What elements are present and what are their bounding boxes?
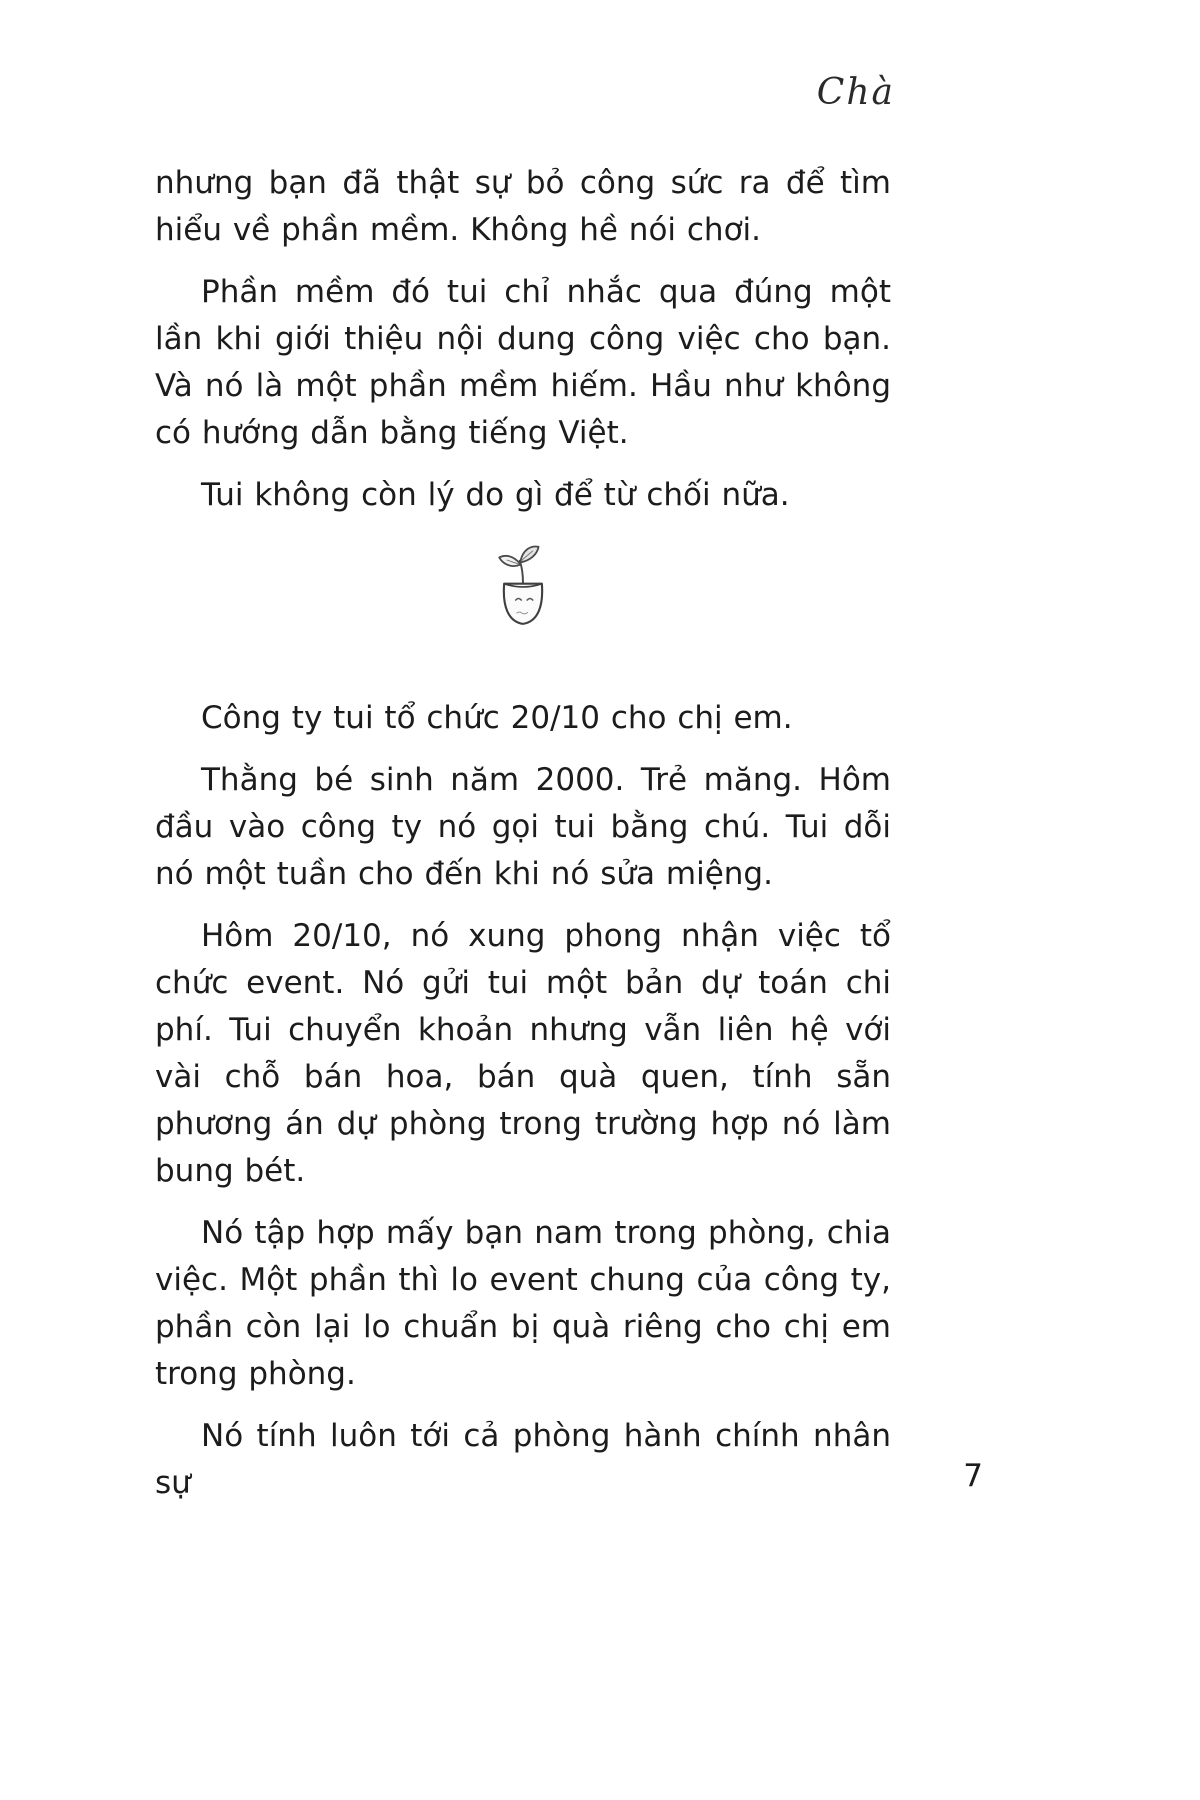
- paragraph: Hôm 20/10, nó xung phong nhận việc tổ chức event. Nó gửi tui một bản dự toán chi phí. Tui chuyển khoản nhưng vẫn liên hệ với vài chỗ bán hoa, bán quà quen, tính sẵn phương án dự phòng trong trường hợp nó làm bung bét.: [155, 918, 891, 1189]
- paragraph: Phần mềm đó tui chỉ nhắc qua đúng một lần khi giới thiệu nội dung công việc cho bạn. Và nó là một phần mềm hiếm. Hầu như không có hướng dẫn bằng tiếng Việt.: [155, 274, 891, 451]
- paragraph: Tui không còn lý do gì để từ chối nữa.: [201, 477, 790, 513]
- paragraph: nhưng bạn đã thật sự bỏ công sức ra để tìm hiểu về phần mềm. Không hề nói chơi.: [155, 165, 891, 248]
- paragraph: Công ty tui tổ chức 20/10 cho chị em.: [201, 700, 793, 736]
- text-column: [155, 160, 891, 1522]
- page-number: 7: [963, 1458, 983, 1494]
- running-head: Chà: [816, 72, 895, 113]
- section-break-illustration: [155, 541, 891, 665]
- paragraph: Nó tập hợp mấy bạn nam trong phòng, chia việc. Một phần thì lo event chung của công ty, phần còn lại lo chuẩn bị quà riêng cho chị em trong phòng.: [155, 1215, 891, 1392]
- paragraph: Nó tính luôn tới cả phòng hành chính nhân sự: [155, 1418, 891, 1501]
- flower-pot-icon: [482, 541, 564, 651]
- paragraph: Thằng bé sinh năm 2000. Trẻ măng. Hôm đầu vào công ty nó gọi tui bằng chú. Tui dỗi nó một tuần cho đến khi nó sửa miệng.: [155, 762, 891, 892]
